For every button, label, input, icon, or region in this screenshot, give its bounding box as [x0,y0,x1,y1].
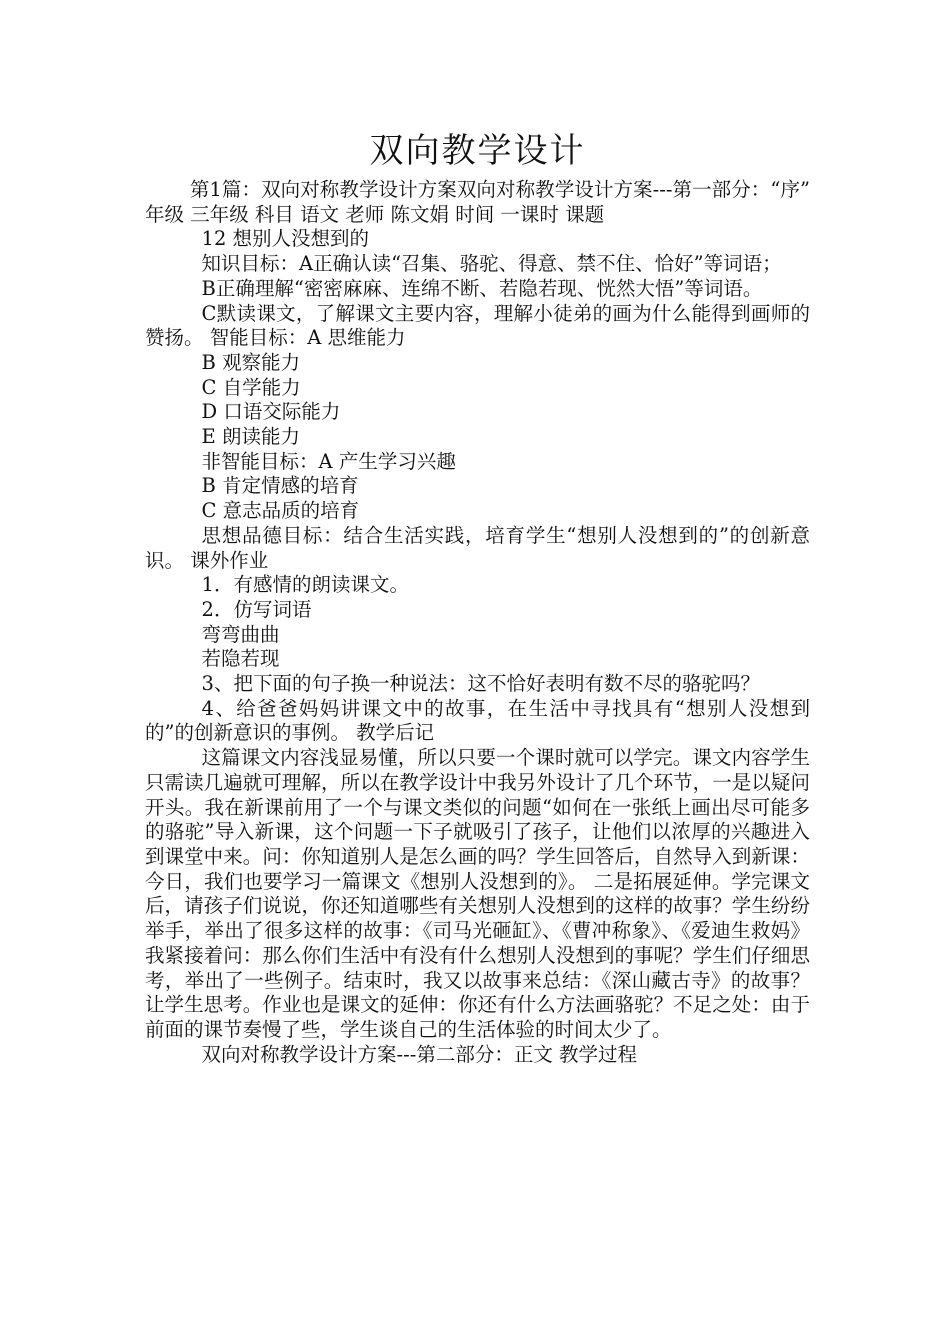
paragraph-homework-word-2: 若隐若现 [201,647,280,671]
paragraph-homework-word-1: 弯弯曲曲 [201,622,280,646]
paragraph-moral-goal: 思想品德目标：结合生活实践，培育学生“想别人没想到的”的创新意识。 课外作业 [145,523,810,572]
paragraph-ability-d: D 口语交际能力 [201,400,341,424]
paragraph-homework-1: 1．有感情的朗读课文。 [201,573,409,597]
paragraph-non-intellect-c: C 意志品质的培育 [201,499,360,523]
paragraph-knowledge-goal-b: B正确理解“密密麻麻、连绵不断、若隐若现、恍然大悟”等词语。 [201,276,763,300]
paragraph-lesson-title: 12 想别人没想到的 [201,227,370,251]
paragraph-knowledge-goal-c: C默读课文，了解课文主要内容，理解小徒弟的画为什么能得到画师的赞扬。 智能目标：A 思维能力 [145,301,810,350]
paragraph-homework-4: 4、给爸爸妈妈讲课文中的故事，在生活中寻找具有“想别人没想到的”的创新意识的事例。 教学后记 [145,696,810,745]
paragraph-non-intellect-goal: 非智能目标：A 产生学习兴趣 [201,449,456,473]
paragraph-ability-e: E 朗读能力 [201,425,300,449]
paragraph-homework-3: 3、把下面的句子换一种说法：这不恰好表明有数不尽的骆驼吗？ [201,672,760,696]
paragraph-ability-b: B 观察能力 [201,350,301,374]
document-body [145,178,810,1067]
paragraph-knowledge-goal-a: 知识目标：A正确认读“召集、骆驼、得意、禁不住、恰好”等词语； [201,252,782,276]
paragraph-part-two-heading: 双向对称教学设计方案---第二部分：正文 教学过程 [201,1042,638,1066]
paragraph-ability-c: C 自学能力 [201,375,301,399]
document-page [145,128,810,1067]
paragraph-intro: 第1篇：双向对称教学设计方案双向对称教学设计方案---第一部分：“序” 年级 三年级 科目 语文 老师 陈文娟 时间 一课时 课题 [145,178,810,226]
document-title: 双向教学设计 [369,131,586,171]
paragraph-non-intellect-b: B 肯定情感的培育 [201,474,359,498]
paragraph-teaching-notes: 这篇课文内容浅显易懂，所以只要一个课时就可以学完。课文内容学生只需读几遍就可理解，所以在教学设计中我另外设计了几个环节，一是以疑问开头。我在新课前用了一个与课文类似的问题“如何在一张纸上画出尽可能多的骆驼”导入新课，这个问题一下子就吸引了孩子，让他们以浓厚的兴趣进入到课堂中来。问：你知道别人是怎么画的吗？学生回答后，自然导入到新课：今日，我们也要学习一篇课文《想别人没想到的》。 二是拓展延伸。学完课文后，请孩子们说说，你还知道哪些有关想别人没想到的这样的故事？学生纷纷举手，举出了很多这样的故事：《司马光砸缸》、《曹冲称象》、《爱迪生救妈》我紧接着问：那么你们生活中有没有什么想别人没想到的事呢？学生们仔细思考，举出了一些例子。结束时，我又以故事来总结：《深山藏古寺》的故事？让学生思考。作业也是课文的延伸：你还有什么方法画骆驼？不足之处：由于前面的课节奏慢了些，学生谈自己的生活体验的时间太少了。 [145,746,810,1041]
paragraph-homework-2: 2．仿写词语 [201,597,312,621]
